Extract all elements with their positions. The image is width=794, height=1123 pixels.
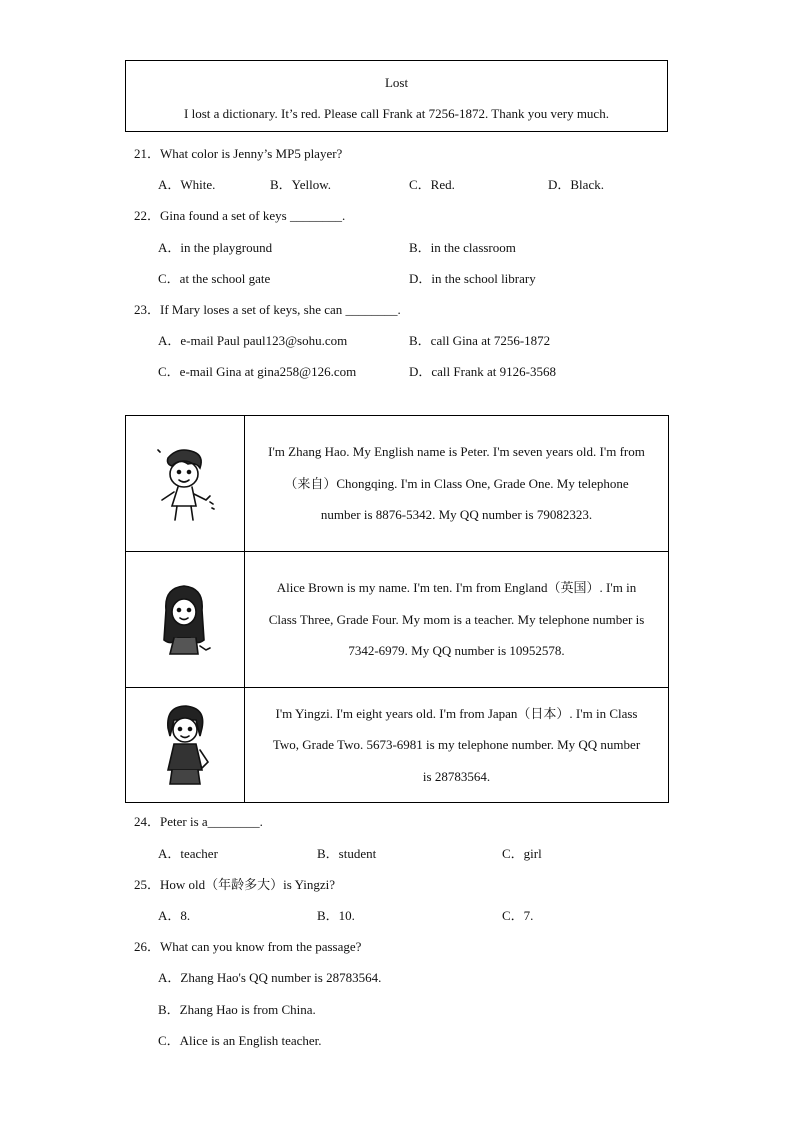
question-26-option-b: B．Zhang Hao is from China. xyxy=(158,1002,316,1017)
question-25-option-c: C．7. xyxy=(502,908,534,923)
question-23-option-d: D．call Frank at 9126-3568 xyxy=(409,364,556,379)
profiles-table xyxy=(125,415,669,803)
profile-picture-cell xyxy=(126,416,245,552)
girl-short-hair-cartoon-illustration xyxy=(150,700,220,790)
question-22-stem: 22．Gina found a set of keys ________. xyxy=(134,208,346,223)
profile-line: number is 8876-5342. My QQ number is 79082323. xyxy=(320,507,593,523)
profile-line: I'm Yingzi. I'm eight years old. I'm from Japan（日本）. I'm in Class xyxy=(275,705,638,721)
question-21-option-d: D．Black. xyxy=(548,177,604,192)
question-26-option-a: A．Zhang Hao's QQ number is 28783564. xyxy=(158,970,382,985)
profile-line: Class Three, Grade Four. My mom is a teacher. My telephone number is xyxy=(268,611,645,627)
question-25-option-a: A．8. xyxy=(158,908,191,923)
question-21-option-c: C．Red. xyxy=(409,177,455,192)
profile-line: I'm Zhang Hao. My English name is Peter. I'm seven years old. I'm from xyxy=(268,444,645,460)
question-22-option-b: B．in the classroom xyxy=(409,240,516,255)
question-25-stem: 25．How old（年龄多大）is Yingzi? xyxy=(134,877,336,892)
question-21-stem: 21．What color is Jenny’s MP5 player? xyxy=(134,146,343,161)
profile-line: Alice Brown is my name. I'm ten. I'm from England（英国）. I'm in xyxy=(276,580,637,596)
girl-long-hair-cartoon-illustration xyxy=(150,580,220,660)
profile-text-cell xyxy=(245,552,669,688)
question-21-option-a: A．White. xyxy=(158,177,216,192)
profile-line: （来自）Chongqing. I'm in Class One, Grade One. My telephone xyxy=(284,475,629,491)
question-24-option-c: C．girl xyxy=(502,846,542,861)
profile-picture-cell xyxy=(126,688,245,803)
profile-row-alice-brown xyxy=(126,552,669,688)
question-23-option-c: C．e-mail Gina at gina258@126.com xyxy=(158,364,357,379)
profile-text-cell xyxy=(245,688,669,803)
boy-cartoon-illustration xyxy=(150,444,220,524)
lost-notice-title: Lost xyxy=(384,75,409,90)
question-24-option-b: B．student xyxy=(317,846,377,861)
lost-notice-text: I lost a dictionary. It’s red. Please call Frank at 7256-1872. Thank you very much. xyxy=(184,106,609,121)
profile-line: 7342-6979. My QQ number is 10952578. xyxy=(348,643,565,659)
question-22-option-a: A．in the playground xyxy=(158,240,273,255)
profile-line: is 28783564. xyxy=(422,768,491,784)
question-22-option-d: D．in the school library xyxy=(409,271,536,286)
question-23-option-b: B．call Gina at 7256-1872 xyxy=(409,333,551,348)
profile-picture-cell xyxy=(126,552,245,688)
question-21-option-b: B．Yellow. xyxy=(270,177,332,192)
profile-row-yingzi xyxy=(126,688,669,803)
question-24-stem: 24．Peter is a________. xyxy=(134,814,263,829)
question-23-stem: 23．If Mary loses a set of keys, she can ________. xyxy=(134,302,401,317)
profile-line: Two, Grade Two. 5673-6981 is my telephone number. My QQ number xyxy=(272,737,641,753)
question-26-stem: 26．What can you know from the passage? xyxy=(134,939,362,954)
lost-notice-box xyxy=(125,60,668,132)
question-23-option-a: A．e-mail Paul paul123@sohu.com xyxy=(158,333,348,348)
profile-text-cell xyxy=(245,416,669,552)
question-26-option-c: C．Alice is an English teacher. xyxy=(158,1033,322,1048)
profile-row-zhang-hao xyxy=(126,416,669,552)
question-24-option-a: A．teacher xyxy=(158,846,218,861)
question-25-option-b: B．10. xyxy=(317,908,355,923)
question-22-option-c: C．at the school gate xyxy=(158,271,271,286)
